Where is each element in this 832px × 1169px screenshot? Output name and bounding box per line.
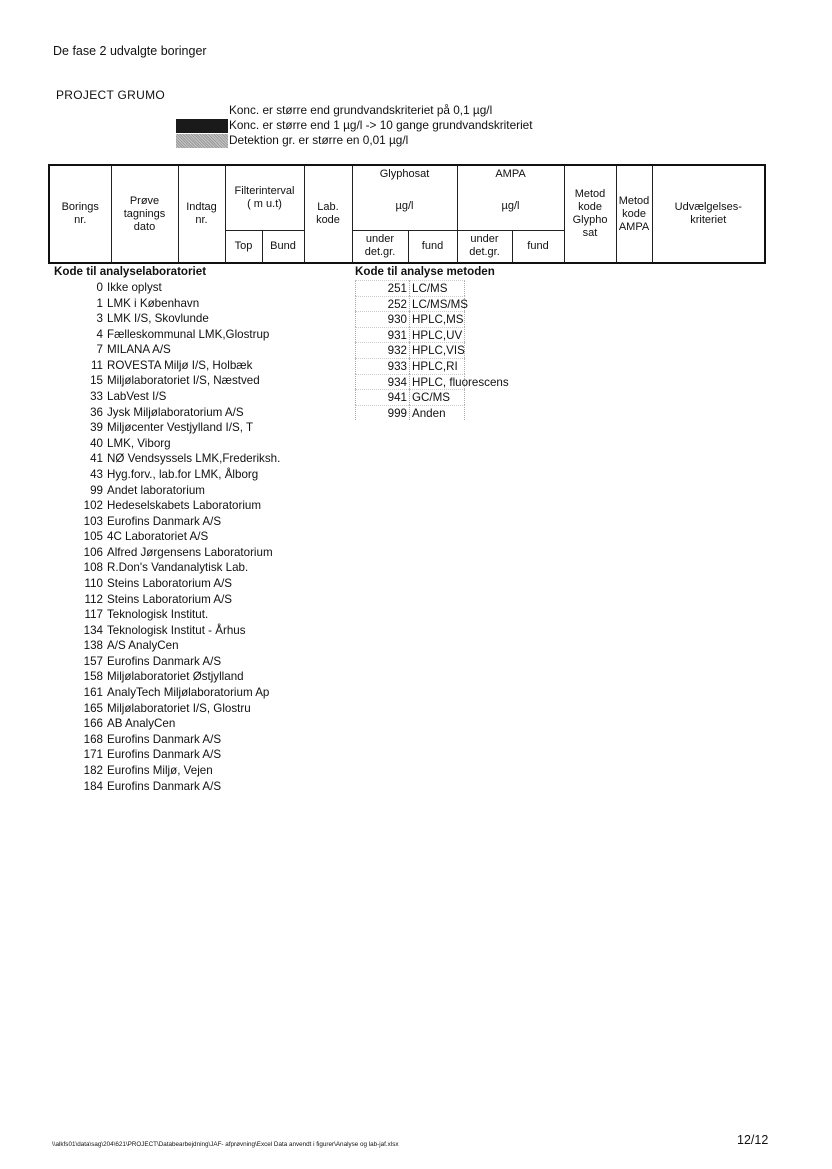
code-row (54, 576, 280, 592)
code-row (54, 311, 280, 327)
code-row (54, 420, 280, 436)
code-row (54, 483, 280, 499)
code-number: 4 (96, 327, 103, 341)
code-row (355, 389, 495, 405)
code-name: HPLC, fluorescens (409, 374, 465, 390)
code-name: NØ Vendsyssels LMK,Frederiksh. (107, 452, 281, 466)
legend-swatch-none (176, 104, 228, 118)
code-number: 105 (83, 530, 103, 544)
code-row (54, 654, 280, 670)
method-code-list (355, 265, 509, 420)
code-number: 110 (84, 576, 103, 590)
code-number: 99 (90, 483, 103, 497)
code-row (54, 669, 280, 685)
code-number: 103 (83, 514, 103, 528)
code-name: LMK, Viborg (107, 436, 171, 450)
header-filterinterval: Filterinterval ( m u.t) (225, 165, 304, 230)
code-number: 117 (84, 608, 103, 622)
code-number: 157 (83, 654, 103, 668)
code-number: 158 (83, 670, 103, 684)
code-row (54, 638, 280, 654)
code-row (355, 296, 495, 312)
code-number: 41 (90, 452, 103, 466)
code-row (54, 436, 280, 452)
code-row (54, 405, 280, 421)
code-name: Eurofins Danmark A/S (107, 654, 222, 668)
header-under-detgr-ampa: under det.gr. (457, 230, 512, 263)
code-row (54, 296, 280, 312)
code-name: LC/MS (409, 280, 465, 296)
code-name: Miljølaboratoriet Østjylland (107, 670, 244, 684)
code-row (54, 373, 280, 389)
header-unit-glyphosat: µg/l (352, 183, 457, 230)
code-name: Steins Laboratorium A/S (107, 592, 233, 606)
code-row (54, 280, 280, 296)
legend-swatch-black (176, 119, 228, 133)
code-row (54, 529, 280, 545)
code-name: Eurofins Danmark A/S (107, 748, 222, 762)
code-name: LMK I/S, Skovlunde (107, 312, 209, 326)
code-number: 930 (355, 311, 409, 327)
code-row (355, 280, 495, 296)
code-name: Fælleskommunal LMK,Glostrup (107, 327, 270, 341)
code-name: HPLC,MS (409, 311, 465, 327)
code-number: 168 (83, 732, 103, 746)
code-row (54, 498, 280, 514)
code-name: Miljølaboratoriet I/S, Glostru (107, 701, 251, 715)
code-name: Andet laboratorium (107, 483, 205, 497)
code-name: LMK i København (107, 296, 200, 310)
code-name: Steins Laboratorium A/S (107, 576, 233, 590)
code-number: 166 (83, 717, 103, 731)
legend-row (176, 118, 533, 133)
header-under-detgr-glyphosat: under det.gr. (352, 230, 408, 263)
code-number: 43 (90, 467, 103, 481)
code-name: Teknologisk Institut. (107, 608, 209, 622)
code-row (54, 747, 280, 763)
code-number: 933 (355, 358, 409, 374)
lab-code-heading: Kode til analyselaboratoriet (54, 265, 207, 278)
code-name: Anden (409, 405, 465, 421)
code-row (54, 514, 280, 530)
code-row (355, 405, 495, 421)
code-row (355, 342, 495, 358)
code-name: MILANA A/S (107, 343, 171, 357)
code-number: 171 (83, 748, 103, 762)
code-name: Eurofins Danmark A/S (107, 779, 222, 793)
code-number: 999 (355, 405, 409, 421)
legend (176, 103, 533, 148)
code-number: 7 (96, 343, 103, 357)
code-name: Alfred Jørgensens Laboratorium (107, 545, 273, 559)
code-row (54, 560, 280, 576)
code-number: 1 (96, 296, 103, 310)
code-row (54, 592, 280, 608)
code-row (54, 389, 280, 405)
code-name: HPLC,UV (409, 327, 465, 343)
code-number: 252 (355, 296, 409, 312)
code-number: 39 (90, 421, 103, 435)
code-row (54, 358, 280, 374)
code-row (355, 358, 495, 374)
code-name: Hedeselskabets Laboratorium (107, 499, 262, 513)
code-name: HPLC,VIS (409, 342, 465, 358)
code-name: Hyg.forv., lab.for LMK, Ålborg (107, 467, 259, 481)
header-fund-ampa: fund (512, 230, 564, 263)
file-path: \\alkfs01\data\sag\204\621\PROJECT\Databearbejdning\JAF- afprøvning\Excel Data anvendt i figurer\Analyse og lab-jaf.xlsx (52, 1141, 399, 1148)
code-number: 15 (90, 374, 103, 388)
code-name: Miljølaboratoriet I/S, Næstved (107, 374, 260, 388)
code-number: 3 (96, 312, 103, 326)
header-glyphosat: Glyphosat (352, 165, 457, 183)
project-label: PROJECT GRUMO (56, 88, 166, 102)
code-name: R.Don's Vandanalytisk Lab. (107, 561, 249, 575)
code-number: 108 (83, 561, 103, 575)
lab-code-list (54, 265, 280, 794)
code-row (54, 327, 280, 343)
code-row (54, 451, 280, 467)
header-metod-glyphosat: Metod kode Glypho sat (564, 165, 616, 263)
header-top: Top (225, 230, 262, 263)
code-number: 11 (90, 358, 103, 372)
code-number: 932 (355, 342, 409, 358)
header-ampa: AMPA (457, 165, 564, 183)
code-row (355, 374, 509, 390)
code-name: Jysk Miljølaboratorium A/S (107, 405, 244, 419)
legend-text: Konc. er større end 1 µg/l -> 10 gange grundvandskriteriet (229, 118, 533, 132)
page-title: De fase 2 udvalgte boringer (53, 44, 207, 58)
header-metod-ampa: Metod kode AMPA (616, 165, 652, 263)
code-name: Miljøcenter Vestjylland I/S, T (107, 421, 254, 435)
code-name: LabVest I/S (107, 390, 167, 404)
legend-text: Konc. er større end grundvandskriteriet på 0,1 µg/l (229, 103, 493, 117)
code-name: AnalyTech Miljølaboratorium Ap (107, 686, 270, 700)
code-name: Ikke oplyst (107, 281, 162, 294)
code-number: 112 (84, 592, 103, 606)
code-number: 941 (355, 389, 409, 405)
legend-row (176, 133, 533, 148)
code-row (54, 732, 280, 748)
code-row (54, 701, 280, 717)
code-number: 165 (83, 701, 103, 715)
code-row (54, 779, 280, 795)
code-row (54, 763, 280, 779)
results-table (48, 164, 766, 264)
code-number: 138 (83, 639, 103, 653)
code-number: 931 (355, 327, 409, 343)
code-name: Eurofins Danmark A/S (107, 732, 222, 746)
code-name: LC/MS/MS (409, 296, 465, 312)
code-name: Teknologisk Institut - Århus (107, 623, 246, 637)
code-row (54, 342, 280, 358)
header-borings: Borings nr. (49, 165, 111, 263)
method-code-heading: Kode til analyse metoden (355, 265, 495, 278)
code-row (54, 716, 280, 732)
code-name: Eurofins Danmark A/S (107, 514, 222, 528)
code-name: AB AnalyCen (107, 717, 176, 731)
code-name: Eurofins Miljø, Vejen (107, 763, 213, 777)
code-row (54, 607, 280, 623)
code-row (54, 467, 280, 483)
code-number: 0 (96, 281, 103, 294)
code-number: 934 (355, 374, 409, 390)
legend-row (176, 103, 533, 118)
legend-swatch-grey (176, 134, 228, 148)
code-name: ROVESTA Miljø I/S, Holbæk (107, 358, 253, 372)
code-number: 134 (83, 623, 103, 637)
code-number: 251 (355, 280, 409, 296)
code-row (54, 623, 280, 639)
code-number: 36 (90, 405, 103, 419)
code-row (54, 685, 280, 701)
page-number: 12/12 (737, 1133, 769, 1147)
legend-text: Detektion gr. er større en 0,01 µg/l (229, 133, 409, 147)
code-number: 102 (83, 499, 103, 513)
code-row (355, 327, 495, 343)
header-lab-kode: Lab. kode (304, 165, 352, 263)
code-name: A/S AnalyCen (107, 639, 179, 653)
header-udvaelgelses: Udvælgelses- kriteriet (652, 165, 765, 263)
code-number: 184 (83, 779, 103, 793)
header-indtag: Indtag nr. (178, 165, 225, 263)
header-fund-glyphosat: fund (408, 230, 457, 263)
code-number: 40 (90, 436, 103, 450)
header-prove-dato: Prøve tagnings dato (111, 165, 178, 263)
header-unit-ampa: µg/l (457, 183, 564, 230)
code-row (54, 545, 280, 561)
code-number: 182 (83, 763, 103, 777)
code-row (355, 311, 495, 327)
code-number: 161 (83, 686, 103, 700)
header-bund: Bund (262, 230, 304, 263)
code-number: 106 (83, 545, 103, 559)
code-name: 4C Laboratoriet A/S (107, 530, 209, 544)
code-name: HPLC,RI (409, 358, 465, 374)
code-name: GC/MS (409, 389, 465, 405)
code-number: 33 (90, 390, 103, 404)
